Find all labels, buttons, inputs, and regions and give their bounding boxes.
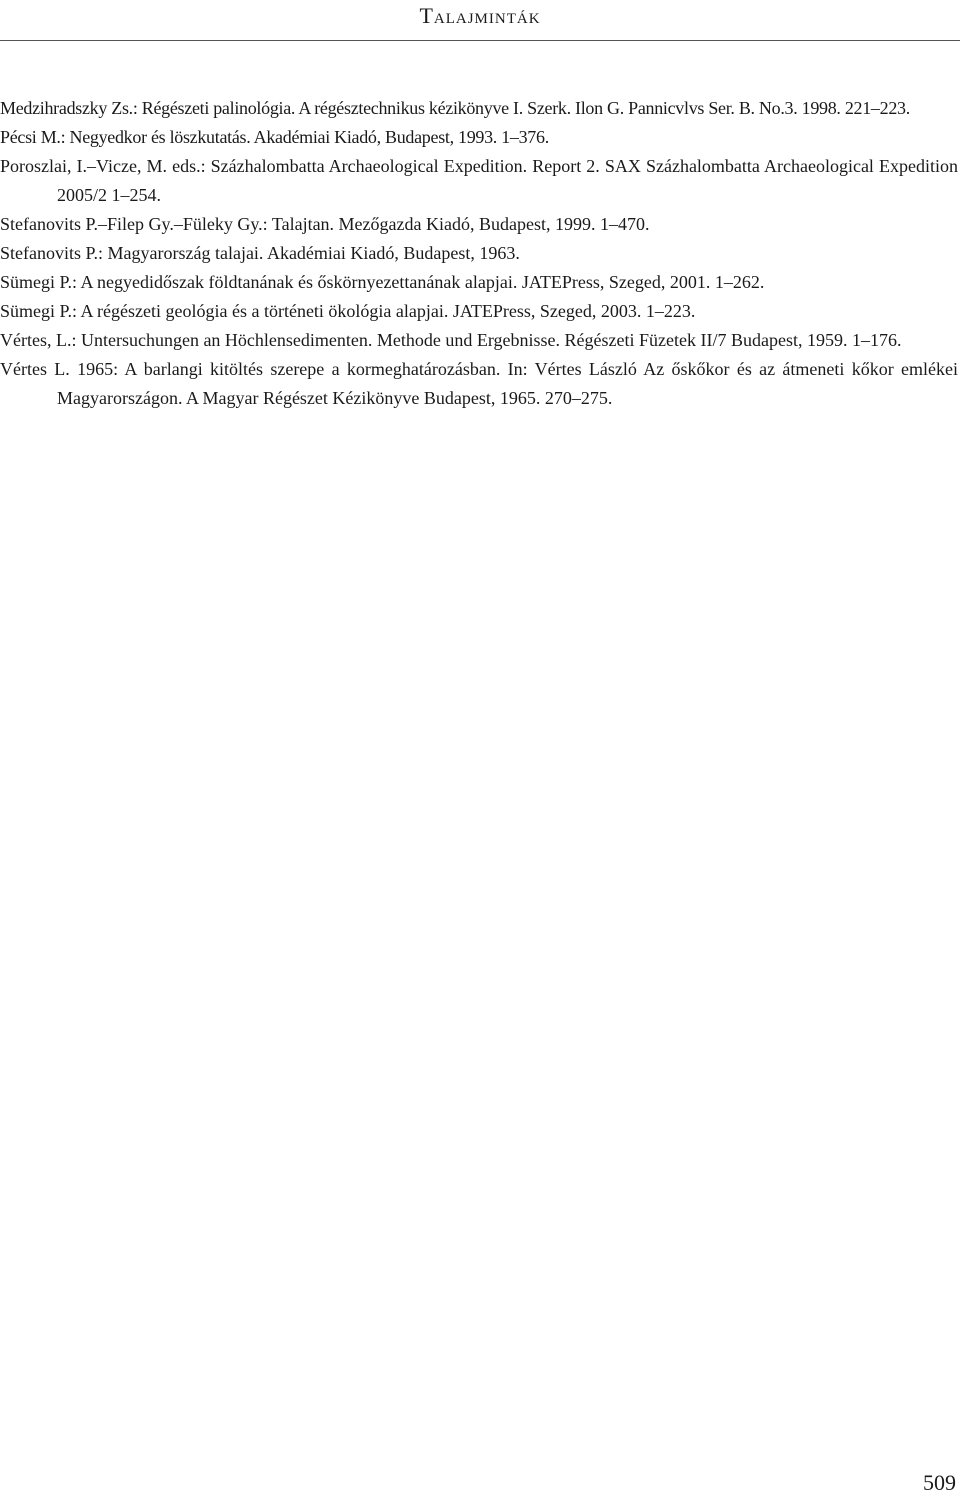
reference-item: Poroszlai, I.–Vicze, M. eds.: Százhalombatta Archaeological Expedition. Report 2. SAX Százhalombatta Archaeological Expedition 2005/2 1–254.	[0, 156, 958, 205]
reference-item: Stefanovits P.: Magyarország talajai. Akadémiai Kiadó, Budapest, 1963.	[0, 243, 520, 263]
page-number: 509	[923, 1470, 956, 1495]
reference-item: Medzihradszky Zs.: Régészeti palinológia. A régésztechnikus kézikönyve I. Szerk. Ilon G. Pannicvlvs Ser. B. No.3. 1998. 221–223.	[0, 98, 910, 118]
running-title: Talajminták	[419, 3, 541, 28]
reference-item: Sümegi P.: A régészeti geológia és a történeti ökológia alapjai. JATEPress, Szeged, 2003. 1–223.	[0, 301, 696, 321]
header-rule	[0, 40, 960, 41]
reference-item: Pécsi M.: Negyedkor és löszkutatás. Akadémiai Kiadó, Budapest, 1993. 1–376.	[0, 127, 549, 147]
reference-item: Vértes L. 1965: A barlangi kitöltés szerepe a kormeghatározásban. In: Vértes László Az őskőkor és az átmeneti kőkor emlékei Magyarországon. A Magyar Régészet Kézikönyve Budapest, 1965. 270–275.	[0, 359, 958, 408]
reference-item: Sümegi P.: A negyedidőszak földtanának és őskörnyezettanának alapjai. JATEPress, Szeged, 2001. 1–262.	[0, 272, 765, 292]
reference-item: Stefanovits P.–Filep Gy.–Füleky Gy.: Talajtan. Mezőgazda Kiadó, Budapest, 1999. 1–470.	[0, 214, 650, 234]
reference-item: Vértes, L.: Untersuchungen an Höchlensedimenten. Methode und Ergebnisse. Régészeti Füzetek II/7 Budapest, 1959. 1–176.	[0, 330, 902, 350]
reference-list	[0, 94, 958, 413]
running-head	[0, 0, 960, 30]
